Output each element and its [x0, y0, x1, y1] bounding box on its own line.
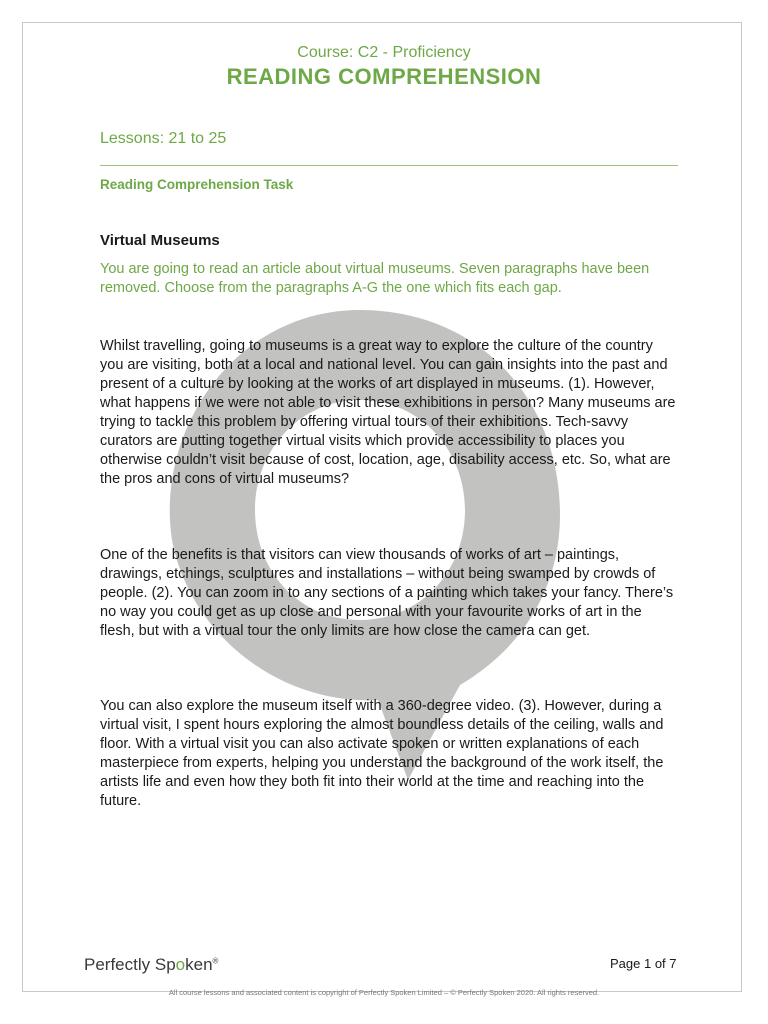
document-header — [0, 43, 768, 90]
logo-text-prefix: Perfectly Sp — [84, 955, 176, 974]
copyright-notice: All course lessons and associated content is copyright of Perfectly Spoken Limited – © Perfectly Spoken 2020. All rights reserved. — [168, 988, 600, 997]
logo-registered-mark: ® — [212, 956, 219, 966]
course-name: Course: C2 - Proficiency — [297, 44, 471, 61]
document-title: READING COMPREHENSION — [226, 64, 542, 89]
divider — [100, 165, 678, 166]
article-paragraph-2: One of the benefits is that visitors can view thousands of works of art – paintings, drawings, etchings, sculptures and installations – without being swamped by crowds of people. (2). You can zoom in to any sections of a painting which takes your fancy. There’s no way you could get as up close and personal with your favourite works of art in the flesh, but with a virtual tour the only limits are how close the camera can get. — [100, 547, 674, 639]
article-paragraph-1: Whilst travelling, going to museums is a great way to explore the culture of the country you are visiting, both at a local and national level. You can gain insights into the past and present of a culture by looking at the works of art displayed in museums. (1). However, what happens if we were not able to visit these exhibitions in person? Many museums are trying to tackle this problem by offering virtual tours of their exhibitions. Tech-savvy curators are putting together virtual visits which provide accessibility to places you otherwise couldn’t visit because of cost, location, age, disability access, etc. So, what are the pros and cons of virtual museums? — [100, 338, 676, 487]
logo-text-suffix: ken — [185, 955, 213, 974]
page-number: Page 1 of 7 — [610, 956, 677, 971]
article-paragraph-3: You can also explore the museum itself with a 360-degree video. (3). However, during a virtual visit, I spent hours exploring the almost boundless details of the ceiling, walls and floor. With a virtual visit you can also activate spoken or written explanations of each masterpiece from experts, helping you understand the background of the work itself, the artists life and even how they both fit into their world at the time and reaching into the future. — [100, 698, 664, 809]
logo-text-o: o — [175, 955, 186, 974]
lessons-range: Lessons: 21 to 25 — [100, 130, 227, 147]
task-label: Reading Comprehension Task — [100, 177, 294, 192]
task-instructions: You are going to read an article about virtual museums. Seven paragraphs have been removed. Choose from the paragraphs A-G the one which fits each gap. — [100, 261, 650, 296]
perfectly-spoken-logo — [84, 955, 218, 975]
article-title: Virtual Museums — [100, 232, 220, 249]
